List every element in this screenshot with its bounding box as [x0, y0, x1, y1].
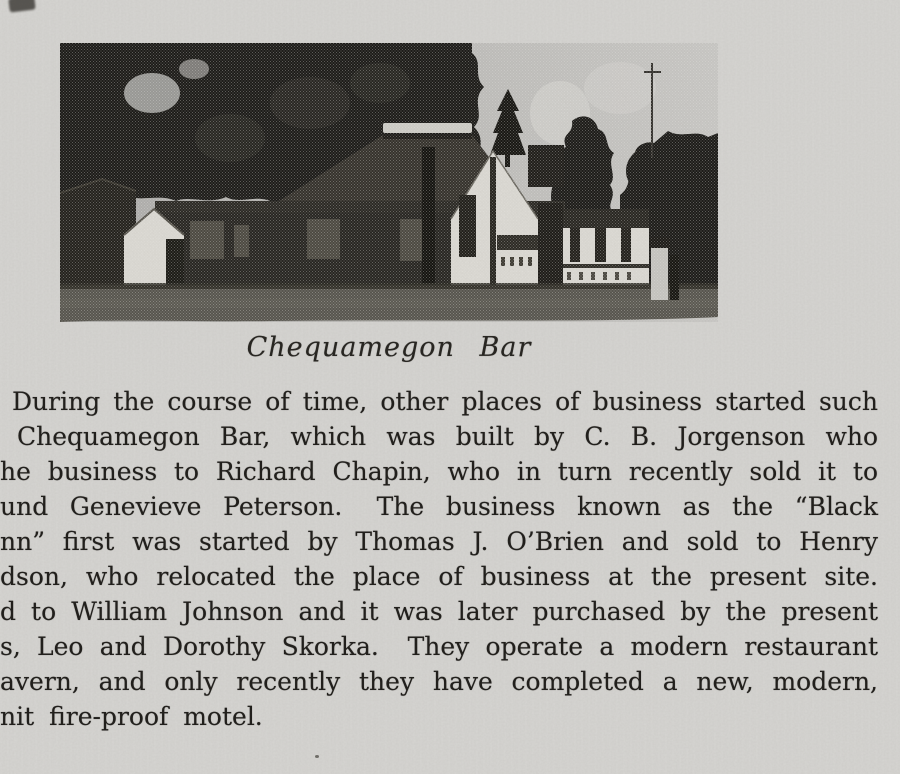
- body-text: [0, 384, 878, 734]
- photo-caption: Chequamegon Bar: [246, 332, 532, 363]
- stray-ink-dot: [315, 755, 319, 758]
- halftone-overlay: [60, 43, 718, 322]
- text-line-8: s, Leo and Dorothy Skorka. They operate a modern restaurant: [0, 632, 878, 661]
- scan-artifact-corner: [8, 0, 36, 13]
- text-line-3: he business to Richard Chapin, who in turn recently sold it to: [0, 457, 878, 486]
- photo-illustration: [60, 43, 718, 322]
- text-line-2: Chequamegon Bar, which was built by C. B. Jorgenson who: [17, 422, 878, 451]
- text-line-4: und Genevieve Peterson. The business known as the “Black: [0, 492, 878, 521]
- text-line-7: d to William Johnson and it was later purchased by the present: [0, 597, 878, 626]
- text-line-1: During the course of time, other places of business started such: [12, 387, 878, 416]
- text-line-6: dson, who relocated the place of business at the present site.: [0, 562, 878, 591]
- chequamegon-bar-photograph: [60, 43, 718, 322]
- text-line-5: nn” first was started by Thomas J. O’Brien and sold to Henry: [0, 527, 878, 556]
- text-line-9: avern, and only recently they have completed a new, modern,: [0, 667, 878, 696]
- text-line-10: nit fire-proof motel.: [0, 702, 263, 731]
